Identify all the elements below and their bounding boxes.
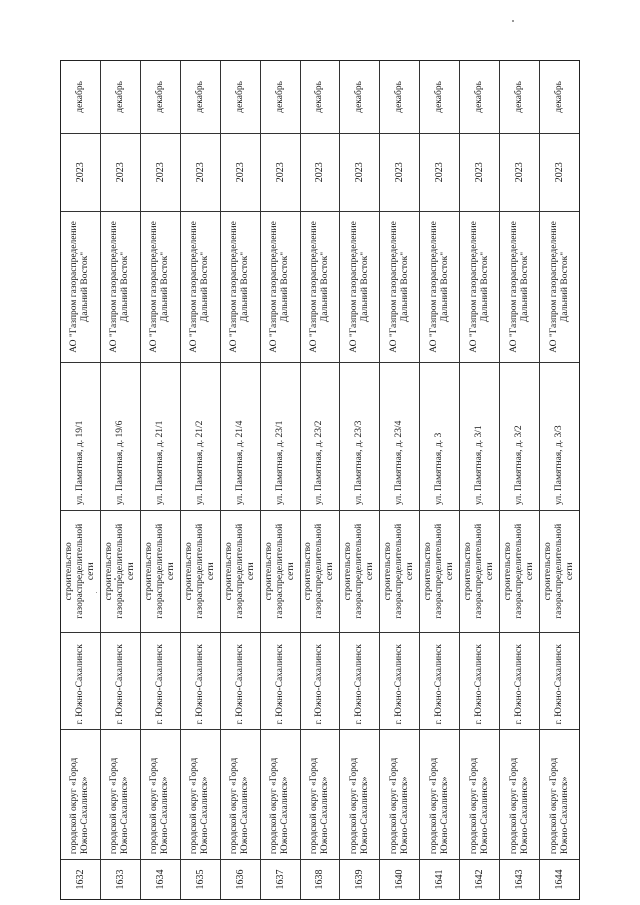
year-cell: 2023 <box>380 133 419 211</box>
table-row <box>540 61 579 899</box>
table-row <box>261 61 301 899</box>
row-number-cell: 1642 <box>460 859 499 899</box>
municipality-cell: городской округ «Город Южно-Сахалинск» <box>420 729 459 859</box>
organization-cell: АО "Газпром газораспределение Дальний Восток" <box>340 211 379 363</box>
table-row <box>340 61 380 899</box>
row-number-cell: 1636 <box>221 859 260 899</box>
municipality-cell: городской округ «Город Южно-Сахалинск» <box>500 729 539 859</box>
municipality-cell: городской округ «Город Южно-Сахалинск» <box>181 729 220 859</box>
work-type-cell: строительство газораспределительной сети <box>301 510 340 632</box>
table-row <box>460 61 500 899</box>
work-type-cell: строительство газораспределительной сети <box>221 510 260 632</box>
settlement-cell: г. Южно-Сахалинск <box>460 632 499 730</box>
month-cell: декабрь <box>234 81 245 113</box>
table-row <box>101 61 141 899</box>
table-row <box>301 61 341 899</box>
settlement-cell: г. Южно-Сахалинск <box>540 632 579 730</box>
year-cell: 2023 <box>540 133 579 211</box>
address-cell: ул. Памятная, д. 23/3 <box>340 362 379 510</box>
organization-cell: АО "Газпром газораспределение Дальний Восток" <box>540 211 579 363</box>
address-cell: ул. Памятная, д. 23/1 <box>261 362 300 510</box>
municipality-cell: городской округ «Город Южно-Сахалинск» <box>141 729 180 859</box>
municipality-cell: городской округ «Город Южно-Сахалинск» <box>221 729 260 859</box>
address-cell: ул. Памятная, д. 21/1 <box>141 362 180 510</box>
month-cell: декабрь <box>394 81 405 113</box>
municipality-cell: городской округ «Город Южно-Сахалинск» <box>540 729 579 859</box>
settlement-cell: г. Южно-Сахалинск <box>340 632 379 730</box>
municipality-cell: городской округ «Город Южно-Сахалинск» <box>380 729 419 859</box>
address-cell: ул. Памятная, д. 21/4 <box>221 362 260 510</box>
month-cell: декабрь <box>474 81 485 113</box>
year-cell: 2023 <box>101 133 140 211</box>
work-type-cell: строительство газораспределительной сети <box>460 510 499 632</box>
row-number-cell: 1634 <box>141 859 180 899</box>
row-number-cell: 1632 <box>61 859 100 899</box>
row-number-cell: 1635 <box>181 859 220 899</box>
organization-cell: АО "Газпром газораспределение Дальний Восток" <box>261 211 300 363</box>
organization-cell: АО "Газпром газораспределение Дальний Восток" <box>460 211 499 363</box>
row-number-cell: 1640 <box>380 859 419 899</box>
work-type-cell: строительство газораспределительной сети <box>380 510 419 632</box>
year-cell: 2023 <box>61 133 100 211</box>
work-type-cell: строительство газораспределительной сети <box>420 510 459 632</box>
organization-cell: АО "Газпром газораспределение Дальний Восток" <box>141 211 180 363</box>
year-cell: 2023 <box>460 133 499 211</box>
row-number-cell: 1638 <box>301 859 340 899</box>
work-type-cell: строительство газораспределительной сети <box>141 510 180 632</box>
month-cell: декабрь <box>74 81 85 113</box>
municipality-cell: городской округ «Город Южно-Сахалинск» <box>61 729 100 859</box>
table-row <box>380 61 420 899</box>
row-number-cell: 1637 <box>261 859 300 899</box>
row-number-cell: 1641 <box>420 859 459 899</box>
municipality-cell: городской округ «Город Южно-Сахалинск» <box>340 729 379 859</box>
row-number-cell: 1644 <box>540 859 579 899</box>
row-number-cell: 1633 <box>101 859 140 899</box>
settlement-cell: г. Южно-Сахалинск <box>181 632 220 730</box>
address-cell: ул. Памятная, д. 23/2 <box>301 362 340 510</box>
settlement-cell: г. Южно-Сахалинск <box>101 632 140 730</box>
work-type-cell: строительство газораспределительной сети <box>540 510 579 632</box>
address-cell: ул. Памятная, д. 3 <box>420 362 459 510</box>
table-row <box>500 61 540 899</box>
month-cell: декабрь <box>314 81 325 113</box>
month-cell: декабрь <box>274 81 285 113</box>
month-cell: декабрь <box>194 81 205 113</box>
month-cell: декабрь <box>154 81 165 113</box>
work-type-cell: строительство газораспределительной сети <box>500 510 539 632</box>
address-cell: ул. Памятная, д. 21/2 <box>181 362 220 510</box>
organization-cell: АО "Газпром газораспределение Дальний Восток" <box>221 211 260 363</box>
month-cell: декабрь <box>554 81 565 113</box>
address-cell: ул. Памятная, д. 3/1 <box>460 362 499 510</box>
address-cell: ул. Памятная, д. 23/4 <box>380 362 419 510</box>
municipality-cell: городской округ «Город Южно-Сахалинск» <box>460 729 499 859</box>
settlement-cell: г. Южно-Сахалинск <box>380 632 419 730</box>
table-row <box>181 61 221 899</box>
month-cell: декабрь <box>354 81 365 113</box>
scan-speck <box>512 20 514 22</box>
address-cell: ул. Памятная, д. 19/1 <box>61 362 100 510</box>
year-cell: 2023 <box>420 133 459 211</box>
address-cell: ул. Памятная, д. 19/6 <box>101 362 140 510</box>
work-type-cell: строительство газораспределительной сети <box>181 510 220 632</box>
organization-cell: АО "Газпром газораспределение Дальний Восток" <box>61 211 100 363</box>
year-cell: 2023 <box>301 133 340 211</box>
gas-network-table <box>60 60 580 900</box>
work-type-cell: строительство газораспределительной сети <box>101 510 140 632</box>
year-cell: 2023 <box>141 133 180 211</box>
table-row <box>420 61 460 899</box>
year-cell: 2023 <box>340 133 379 211</box>
organization-cell: АО "Газпром газораспределение Дальний Восток" <box>500 211 539 363</box>
year-cell: 2023 <box>181 133 220 211</box>
row-number-cell: 1639 <box>340 859 379 899</box>
organization-cell: АО "Газпром газораспределение Дальний Восток" <box>380 211 419 363</box>
settlement-cell: г. Южно-Сахалинск <box>301 632 340 730</box>
year-cell: 2023 <box>261 133 300 211</box>
address-cell: ул. Памятная, д. 3/2 <box>500 362 539 510</box>
settlement-cell: г. Южно-Сахалинск <box>221 632 260 730</box>
settlement-cell: г. Южно-Сахалинск <box>141 632 180 730</box>
row-number-cell: 1643 <box>500 859 539 899</box>
municipality-cell: городской округ «Город Южно-Сахалинск» <box>101 729 140 859</box>
year-cell: 2023 <box>221 133 260 211</box>
organization-cell: АО "Газпром газораспределение Дальний Восток" <box>181 211 220 363</box>
table-row <box>221 61 261 899</box>
table-row <box>141 61 181 899</box>
month-cell: декабрь <box>514 81 525 113</box>
settlement-cell: г. Южно-Сахалинск <box>261 632 300 730</box>
work-type-cell: строительство газораспределительной сети <box>61 510 100 632</box>
settlement-cell: г. Южно-Сахалинск <box>500 632 539 730</box>
work-type-cell: строительство газораспределительной сети <box>340 510 379 632</box>
organization-cell: АО "Газпром газораспределение Дальний Восток" <box>101 211 140 363</box>
month-cell: декабрь <box>114 81 125 113</box>
municipality-cell: городской округ «Город Южно-Сахалинск» <box>261 729 300 859</box>
table-row <box>61 61 101 899</box>
organization-cell: АО "Газпром газораспределение Дальний Восток" <box>420 211 459 363</box>
address-cell: ул. Памятная, д. 3/3 <box>540 362 579 510</box>
work-type-cell: строительство газораспределительной сети <box>261 510 300 632</box>
year-cell: 2023 <box>500 133 539 211</box>
settlement-cell: г. Южно-Сахалинск <box>61 632 100 730</box>
month-cell: декабрь <box>434 81 445 113</box>
municipality-cell: городской округ «Город Южно-Сахалинск» <box>301 729 340 859</box>
settlement-cell: г. Южно-Сахалинск <box>420 632 459 730</box>
organization-cell: АО "Газпром газораспределение Дальний Восток" <box>301 211 340 363</box>
